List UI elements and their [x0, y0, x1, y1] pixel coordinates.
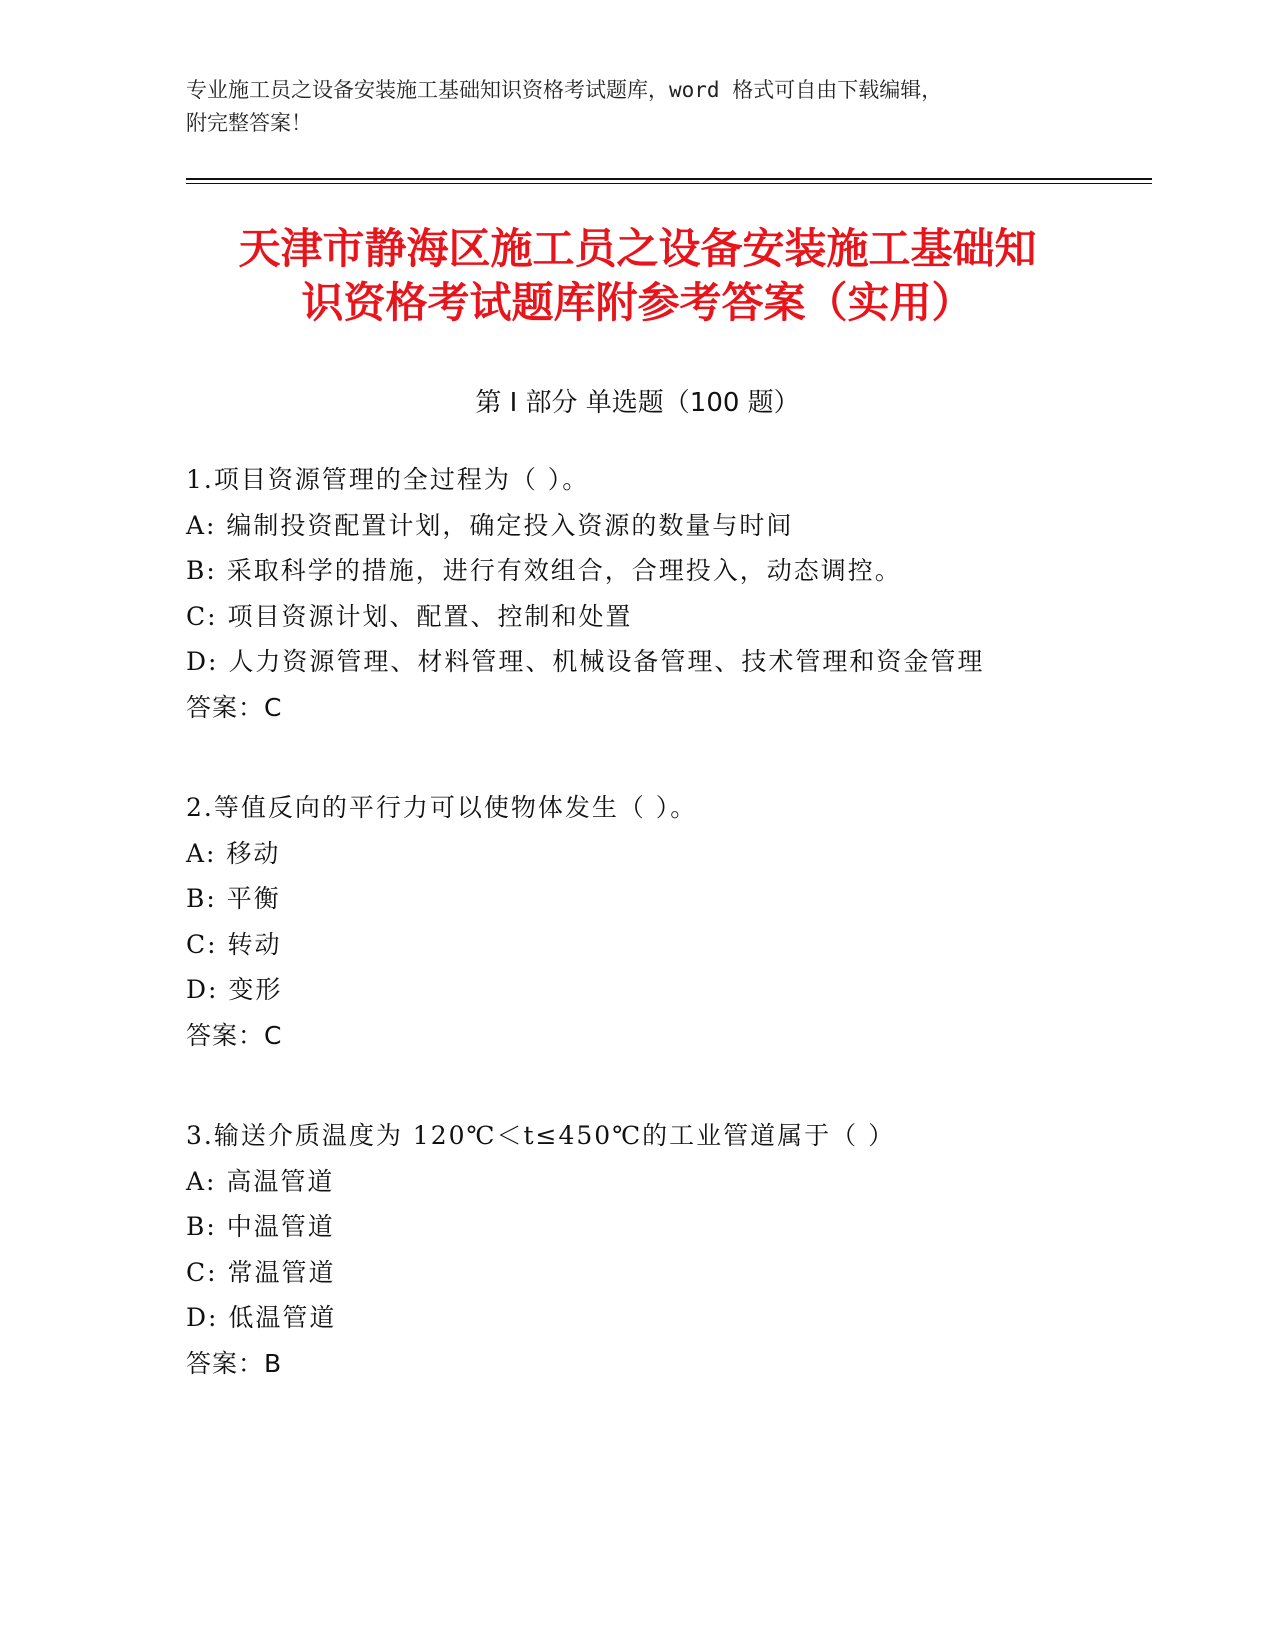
answer: 答案：B	[186, 1348, 283, 1378]
section-title: 第 I 部分 单选题（100 题）	[475, 388, 800, 418]
question-stem: 3.输送介质温度为 120℃＜t≤450℃的工业管道属于（ ）	[186, 1121, 896, 1150]
question-1	[186, 457, 1086, 730]
document-title-line-2: 识资格考试题库附参考答案（实用）	[301, 278, 974, 327]
option-b: B: 中温管道	[186, 1212, 335, 1241]
answer: 答案：C	[186, 1020, 283, 1050]
option-d: D: 变形	[186, 975, 283, 1004]
option-c: C: 常温管道	[186, 1257, 336, 1287]
document-title-line-1: 天津市静海区施工员之设备安装施工基础知	[238, 224, 1037, 273]
header-note-line-2: 附完整答案！	[186, 111, 312, 135]
header-divider-thick	[186, 178, 1152, 180]
question-3	[186, 1113, 1086, 1386]
option-b: B: 平衡	[186, 884, 281, 913]
option-b: B: 采取科学的措施，进行有效组合，合理投入，动态调控。	[186, 556, 902, 585]
question-stem: 1.项目资源管理的全过程为（ ）。	[186, 465, 590, 494]
header-note-line-1: 专业施工员之设备安装施工基础知识资格考试题库，word 格式可自由下载编辑，	[186, 78, 943, 102]
option-d: D: 人力资源管理、材料管理、机械设备管理、技术管理和资金管理	[186, 647, 985, 676]
option-c: C: 项目资源计划、配置、控制和处置	[186, 601, 633, 631]
option-a: A: 编制投资配置计划，确定投入资源的数量与时间	[186, 510, 794, 540]
header-divider-thin	[186, 183, 1152, 184]
document-title	[150, 222, 1125, 330]
document-header-note	[186, 74, 1086, 140]
option-d: D: 低温管道	[186, 1303, 337, 1332]
option-c: C: 转动	[186, 929, 282, 959]
question-2	[186, 785, 1086, 1058]
answer: 答案：C	[186, 692, 283, 722]
option-a: A: 移动	[186, 838, 281, 868]
question-stem: 2.等值反向的平行力可以使物体发生（ ）。	[186, 793, 698, 822]
option-a: A: 高温管道	[186, 1166, 335, 1196]
